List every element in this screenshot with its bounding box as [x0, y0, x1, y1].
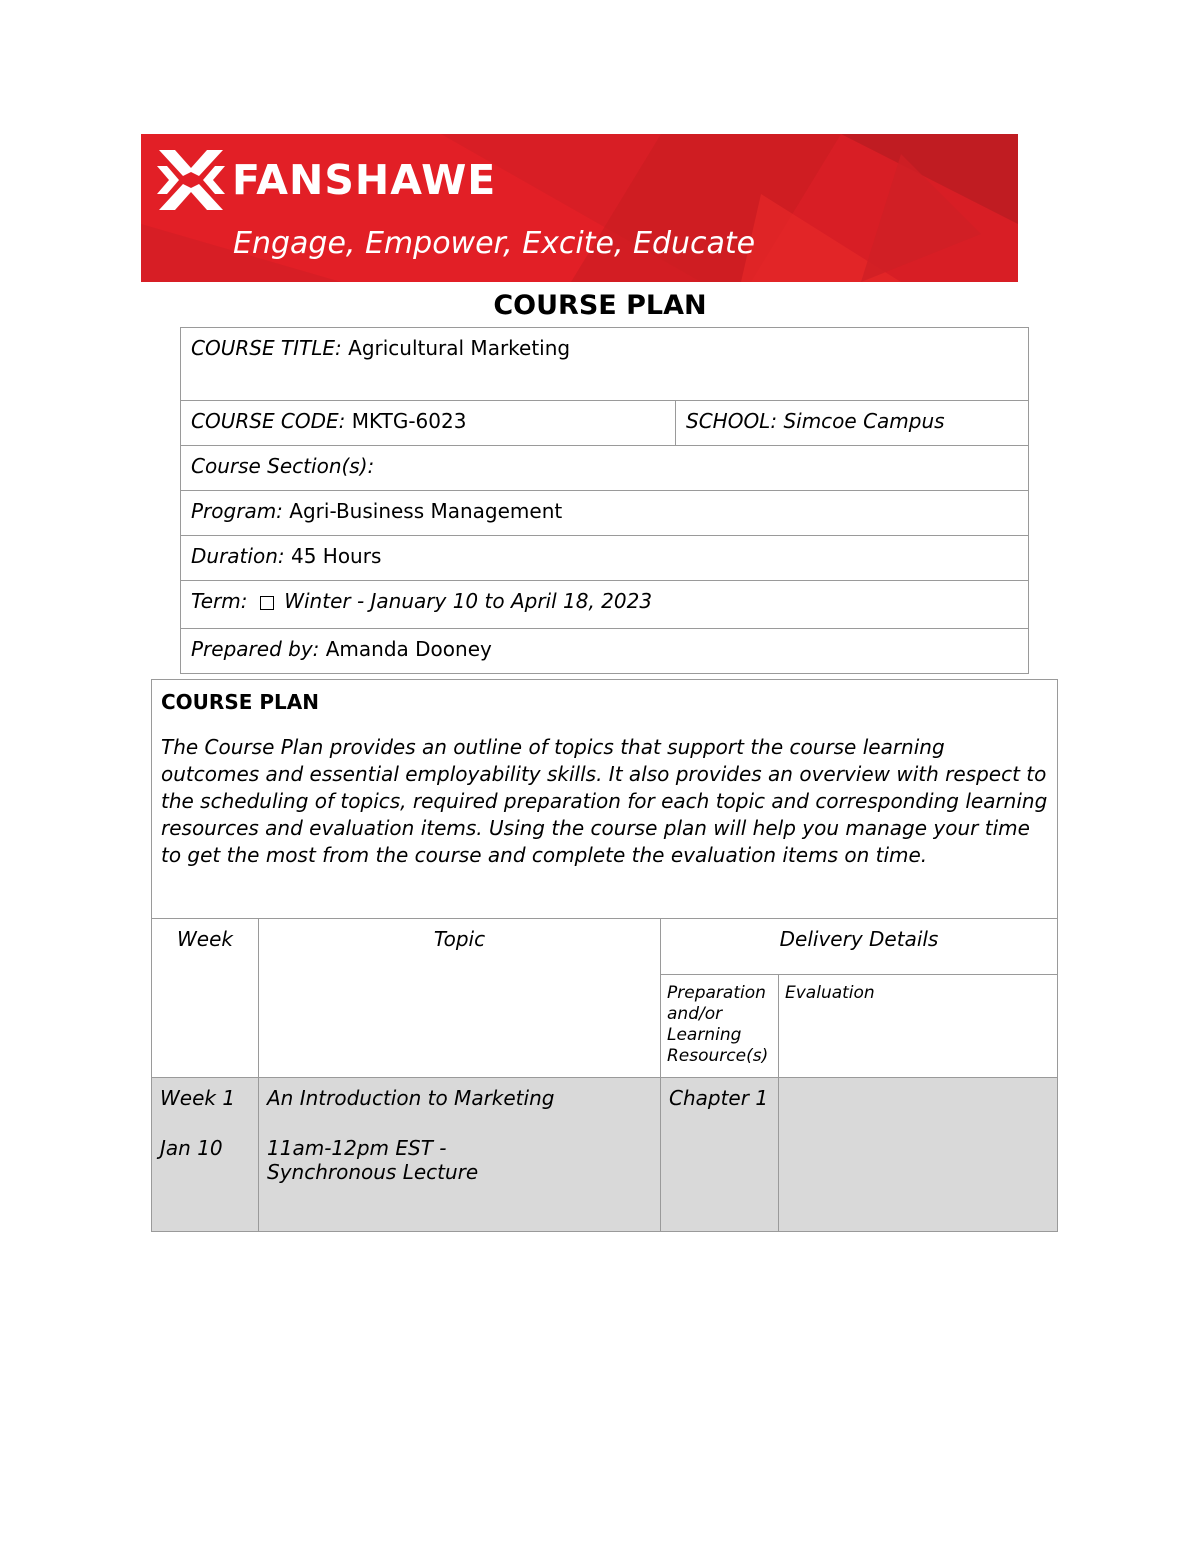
duration-value: 45 Hours: [290, 544, 382, 568]
term-checkbox[interactable]: [260, 596, 274, 610]
prep-cell: [661, 1078, 779, 1232]
term-label: Term:: [191, 589, 248, 613]
prep-value: Chapter 1: [669, 1086, 769, 1110]
plan-intro-text: The Course Plan provides an outline of topics that support the course learning outcomes and essential employability skills. It also provides an overview with respect to the scheduling of topics, required preparation for each topic and corresponding learning resources and evaluation items. Using the course plan will help you manage your time to get the most from the course and complete the evaluation items on time.: [161, 735, 1048, 867]
section-label: Course Section(s):: [191, 454, 375, 478]
course-title-label: COURSE TITLE:: [191, 336, 342, 360]
eval-cell: [779, 1078, 1058, 1232]
section-cell: [181, 446, 1029, 491]
duration-label: Duration:: [191, 544, 285, 568]
prep-header: Preparation and/or Learning Resource(s): [661, 975, 779, 1078]
course-code-cell: [181, 401, 676, 446]
course-info-table: [180, 327, 1029, 674]
page-title: COURSE PLAN: [493, 290, 707, 321]
course-code-label: COURSE CODE:: [191, 409, 346, 433]
week-cell: [152, 1078, 259, 1232]
school-value: Simcoe Campus: [783, 409, 945, 433]
table-row: [152, 1078, 1058, 1232]
eval-header: Evaluation: [779, 975, 1058, 1078]
program-cell: [181, 491, 1029, 536]
term-cell: [181, 581, 1029, 629]
program-value: Agri-Business Management: [289, 499, 563, 523]
topic-cell: [259, 1078, 661, 1232]
week-date: Jan 10: [160, 1136, 223, 1160]
topic-header: Topic: [259, 919, 661, 1078]
course-title-value: Agricultural Marketing: [348, 336, 571, 360]
course-title-cell: [181, 328, 1029, 401]
plan-intro-cell: [152, 680, 1058, 919]
brand-name: FANSHAWE: [232, 156, 497, 204]
header-banner: [141, 134, 1018, 282]
topic-title: An Introduction to Marketing: [267, 1086, 555, 1110]
school-label: SCHOOL:: [686, 409, 778, 433]
prepared-label: Prepared by:: [191, 637, 320, 661]
program-label: Program:: [191, 499, 283, 523]
week-header: Week: [152, 919, 259, 1078]
delivery-header: Delivery Details: [661, 919, 1058, 975]
course-code-value: MKTG-6023: [351, 409, 467, 433]
fanshawe-logo-icon: [153, 142, 229, 218]
school-cell: [676, 401, 1029, 446]
duration-cell: [181, 536, 1029, 581]
prepared-cell: [181, 629, 1029, 674]
course-plan-table: [151, 679, 1058, 1232]
week-label: Week 1: [160, 1086, 236, 1110]
prepared-value: Amanda Dooney: [325, 637, 492, 661]
topic-detail: 11am-12pm EST - Synchronous Lecture: [267, 1136, 479, 1184]
term-value: Winter - January 10 to April 18, 2023: [284, 589, 653, 613]
plan-heading: COURSE PLAN: [161, 690, 319, 714]
tagline: Engage, Empower, Excite, Educate: [233, 226, 756, 261]
